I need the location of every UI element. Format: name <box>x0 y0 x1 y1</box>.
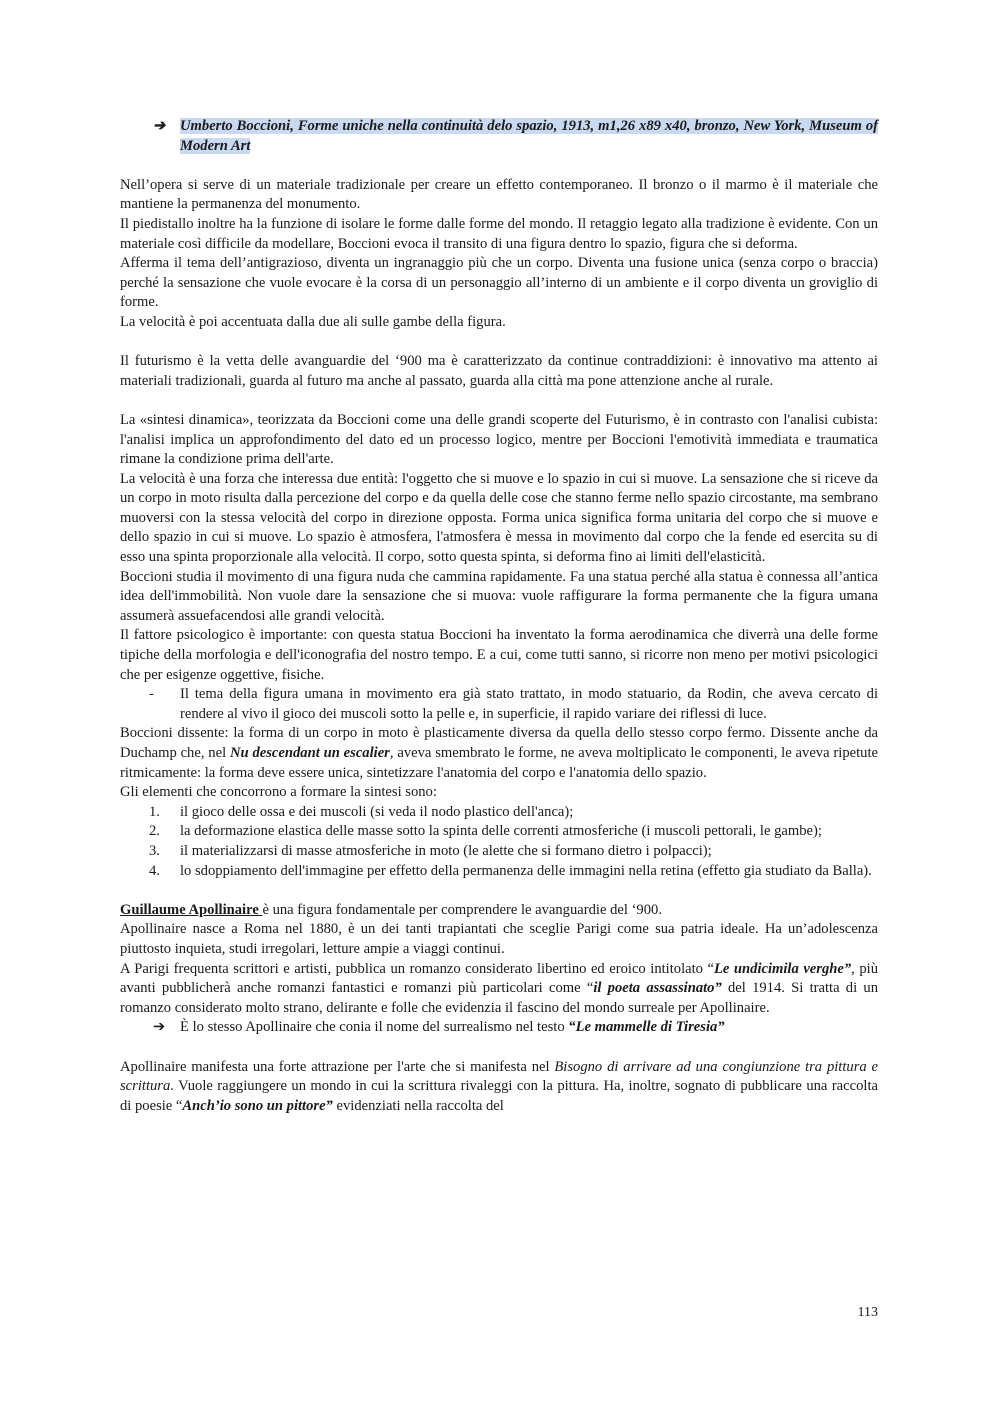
dash-list-item <box>120 685 878 724</box>
section-title: Guillaume Apollinaire <box>120 901 263 918</box>
paragraph: Afferma il tema dell’antigrazioso, diventa un ingranaggio più che un corpo. Diventa una fusione unica (senza corpo o braccia) perché la sensazione che vuole evocare è la corsa di un personaggio all’interno di un ambiente e il corpo diventa un groviglio di forme. <box>120 255 878 311</box>
paragraph <box>120 724 878 783</box>
list-number: 1. <box>149 803 160 820</box>
work-title: “Le mammelle di Tiresia” <box>568 1019 725 1036</box>
work-title: Anch’io sono un pittore” <box>182 1097 333 1114</box>
paragraph-text: , più avanti pubblicherà anche romanzi fantastici e romanzi più particolari come “ <box>120 960 878 997</box>
numbered-list <box>120 803 878 881</box>
dash-list-item-text: Il tema della figura umana in movimento era già stato trattato, in modo statuario, da Rodin, che aveva cercato di rendere al vivo il gioco dei muscoli sotto la pelle e, in superficie, il rapido variare dei riflessi di luce. <box>180 686 878 722</box>
list-item-text: il materializzarsi di masse atmosferiche in moto (le alette che si formano dietro i polpacci); <box>180 842 712 859</box>
list-item <box>120 842 878 862</box>
work-title: Le undicimila verghe” <box>713 960 852 977</box>
paragraph-text: è una figura fondamentale per comprendere le avanguardie del ‘900. <box>262 901 662 918</box>
page-number: 113 <box>857 1305 878 1320</box>
document-body <box>120 117 878 1116</box>
paragraph <box>120 1058 878 1117</box>
list-item <box>120 862 878 882</box>
paragraph: Il fattore psicologico è importante: con questa statua Boccioni ha inventato la forma aerodinamica che diverrà una delle forme tipiche della morfologia e dell'iconografia del nostro tempo. E a cui, come tutti sanno, si ricorre non meno per motivi psicologici che per esigenze oggettive, fisiche. <box>120 627 878 683</box>
paragraph: Gli elementi che concorrono a formare la sintesi sono: <box>120 784 437 801</box>
paragraph: Apollinaire nasce a Roma nel 1880, è un dei tanti trapiantati che sceglie Parigi come sua patria ideale. Ha un’adolescenza piuttosto inquieta, studi irregolari, letture ampie a viaggi continui. <box>120 921 878 957</box>
arrow-list-item <box>120 1018 878 1038</box>
paragraph: Boccioni studia il movimento di una figura nuda che cammina rapidamente. Fa una statua perché alla statua è connessa all’antica idea dell'immobilità. Non vuole dare la sensazione che si muova: vuole raffigurare la forma permanente che la figura umana assumerà assuefacendosi alle grandi velocità. <box>120 568 878 624</box>
artwork-title: Nu descendant un escalier <box>229 745 390 761</box>
arrow-bullet-icon: ➔ <box>153 118 166 134</box>
paragraph-text: . Vuole raggiungere un mondo in cui la scrittura rivaleggi con la pittura. Ha, inoltre, sognato di pubblicare una raccolta di poesie “ <box>120 1078 878 1114</box>
artwork-heading <box>120 117 878 156</box>
paragraph <box>120 960 878 1019</box>
paragraph: La «sintesi dinamica», teorizzata da Boccioni come una delle grandi scoperte del Futurismo, è in contrasto con l'analisi cubista: l'analisi implica un approfondimento del dato ed un processo logico, mentre per Boccioni l'emotività immediata e traumatica rimane la condizione prima dell'arte. <box>120 411 878 468</box>
list-item <box>120 803 878 823</box>
arrow-list-item-text: È lo stesso Apollinaire che conia il nome del surrealismo nel testo <box>180 1019 569 1036</box>
paragraph-text: A Parigi frequenta scrittori e artisti, pubblica un romanzo considerato libertino ed eroico intitolato “ <box>120 960 714 977</box>
list-item-text: lo sdoppiamento dell'immagine per effetto della permanenza delle immagini nella retina (effetto gia studiato da Balla). <box>180 862 872 879</box>
list-number: 4. <box>149 862 160 879</box>
artwork-heading-text: Umberto Boccioni, Forme uniche nella continuità delo spazio, 1913, m1,26 x89 x40, bronzo, New York, Museum of Modern Art <box>180 118 878 154</box>
emphasis-text: Bisogno di arrivare ad una congiunzione tra pittura e scrittura <box>120 1058 878 1095</box>
paragraph <box>120 901 878 921</box>
work-title: il poeta assassinato” <box>593 980 722 997</box>
paragraph: Il futurismo è la vetta delle avanguardie del ‘900 ma è caratterizzato da continue contraddizioni: è innovativo ma attento ai materiali tradizionali, guarda al futuro ma anche al passato, guarda alla città ma pone attenzione anche al rurale. <box>120 353 878 389</box>
list-item-text: il gioco delle ossa e dei muscoli (si veda il nodo plastico dell'anca); <box>180 803 574 820</box>
dash-bullet: - <box>149 686 154 703</box>
arrow-bullet-icon: ➔ <box>153 1019 166 1036</box>
list-item-text: la deformazione elastica delle masse sotto la spinta delle correnti atmosferiche (i muscoli pettorali, le gambe); <box>180 823 822 840</box>
list-number: 2. <box>149 823 160 840</box>
paragraph: Il piedistallo inoltre ha la funzione di isolare le forme dalle forme del mondo. Il retaggio legato alla tradizione è evidente. Con un materiale così difficile da modellare, Boccioni evoca il transito di una figura dentro lo spazio, figura che si deforma. <box>120 215 878 252</box>
paragraph-text: Boccioni dissente: la forma di un corpo in moto è plasticamente diversa da quella dello stesso corpo fermo. Dissente anche da Duchamp che, nel <box>120 725 878 761</box>
paragraph-text: Apollinaire manifesta una forte attrazione per l'arte che si manifesta nel <box>120 1058 555 1075</box>
paragraph: La velocità è una forza che interessa due entità: l'oggetto che si muove e lo spazio in cui si muove. La sensazione che si riceve da un corpo in moto risulta dalla percezione del corpo e da quella delle cose che stanno ferme nello spazio circostante, ma sembrano muoversi con la stessa velocità del corpo in direzione opposta. Forma unica significa forma unitaria del corpo che si muove e dello spazio in cui si muove. Lo spazio è atmosfera, l'atmosfera è messa in movimento dal corpo che la fende ed esercita su di esso una spinta proporzionale alla velocità. Il corpo, sotto questa spinta, si deforma fino ai limiti dell'elasticità. <box>120 470 878 566</box>
paragraph-text: evidenziati nella raccolta del <box>332 1097 504 1114</box>
paragraph: La velocità è poi accentuata dalla due ali sulle gambe della figura. <box>120 313 506 330</box>
paragraph-text: del 1914. Si tratta di un romanzo considerato molto strano, delirante e folle che evidenzia il fascino del mondo surreale per Apollinaire. <box>120 980 878 1016</box>
list-item <box>120 822 878 842</box>
list-number: 3. <box>149 842 160 859</box>
paragraph: Nell’opera si serve di un materiale tradizionale per creare un effetto contemporaneo. Il bronzo o il marmo è il materiale che mantiene la permanenza del monumento. <box>120 176 878 213</box>
paragraph-text: , aveva smembrato le forme, ne aveva moltiplicato le componenti, le aveva ripetute ritmicamente: la forma deve essere unica, sintetizzare l'anatomia del corpo e l'anatomia dello spazio. <box>120 745 878 781</box>
